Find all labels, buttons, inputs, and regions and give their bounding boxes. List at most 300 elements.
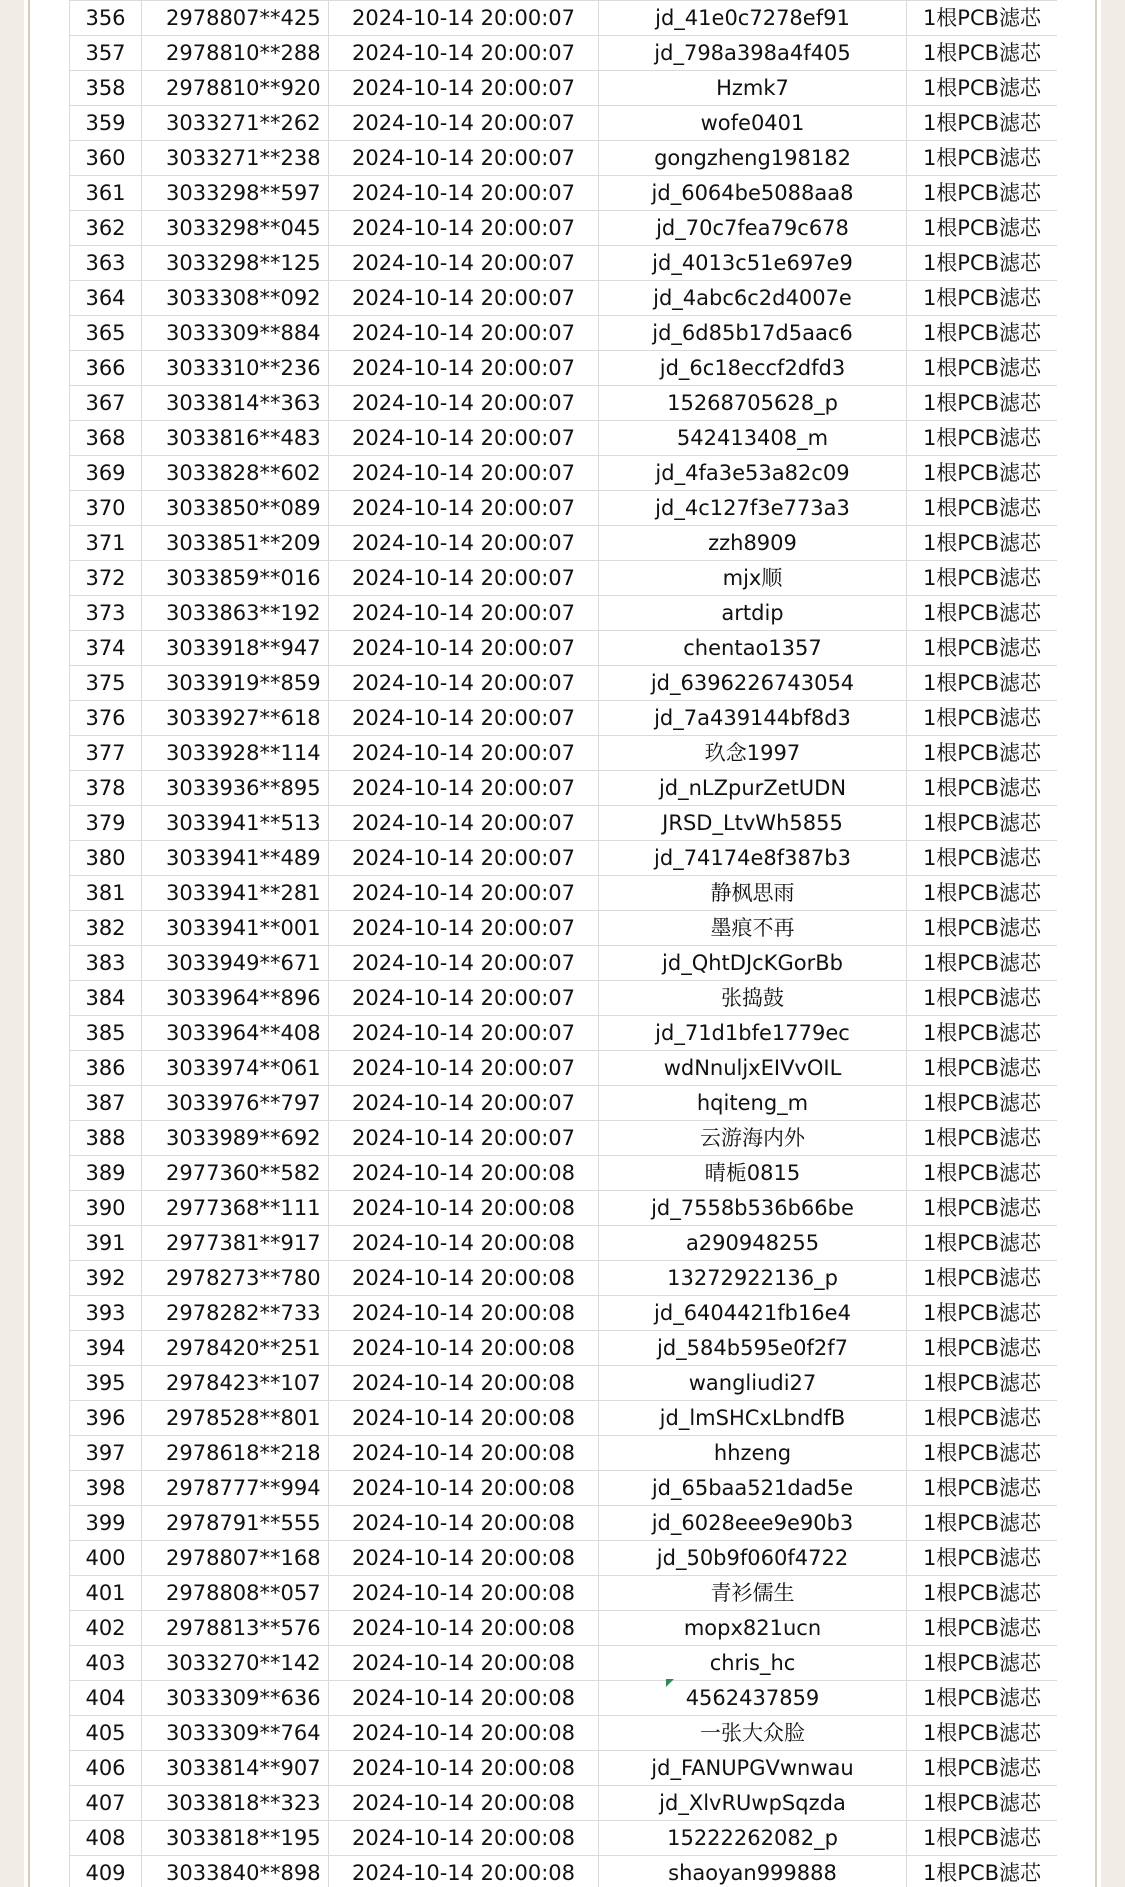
table-row bbox=[70, 1121, 1058, 1156]
table-row bbox=[70, 1366, 1058, 1401]
table-row bbox=[70, 1191, 1058, 1226]
row-number-cell: 390 bbox=[70, 1191, 142, 1226]
row-number-cell: 372 bbox=[70, 561, 142, 596]
order-id-cell: 2978807**168 bbox=[142, 1541, 329, 1576]
table-row bbox=[70, 316, 1058, 351]
prize-cell: 1根PCB滤芯 bbox=[907, 1086, 1058, 1121]
prize-cell: 1根PCB滤芯 bbox=[907, 456, 1058, 491]
prize-cell: 1根PCB滤芯 bbox=[907, 421, 1058, 456]
order-id-cell: 3033298**597 bbox=[142, 176, 329, 211]
username-cell: jd_QhtDJcKGorBb bbox=[599, 946, 907, 981]
table-row bbox=[70, 1401, 1058, 1436]
username-cell: jd_4c127f3e773a3 bbox=[599, 491, 907, 526]
cell-comment-marker bbox=[666, 1679, 674, 1687]
timestamp-cell: 2024-10-14 20:00:07 bbox=[329, 421, 599, 456]
timestamp-cell: 2024-10-14 20:00:07 bbox=[329, 1, 599, 36]
table-row bbox=[70, 1576, 1058, 1611]
order-id-cell: 3033964**896 bbox=[142, 981, 329, 1016]
username-cell: jd_4fa3e53a82c09 bbox=[599, 456, 907, 491]
row-number-cell: 369 bbox=[70, 456, 142, 491]
row-number-cell: 387 bbox=[70, 1086, 142, 1121]
order-id-cell: 3033928**114 bbox=[142, 736, 329, 771]
prize-cell: 1根PCB滤芯 bbox=[907, 1786, 1058, 1821]
prize-cell: 1根PCB滤芯 bbox=[907, 1296, 1058, 1331]
row-number-cell: 367 bbox=[70, 386, 142, 421]
table-row bbox=[70, 1751, 1058, 1786]
table-row bbox=[70, 106, 1058, 141]
prize-cell: 1根PCB滤芯 bbox=[907, 806, 1058, 841]
row-number-cell: 381 bbox=[70, 876, 142, 911]
prize-cell: 1根PCB滤芯 bbox=[907, 386, 1058, 421]
username-cell: jd_41e0c7278ef91 bbox=[599, 1, 907, 36]
username-cell: chentao1357 bbox=[599, 631, 907, 666]
prize-cell: 1根PCB滤芯 bbox=[907, 211, 1058, 246]
table-row bbox=[70, 1296, 1058, 1331]
username-cell: wdNnuljxEIVvOIL bbox=[599, 1051, 907, 1086]
order-id-cell: 3033816**483 bbox=[142, 421, 329, 456]
username-cell: 542413408_m bbox=[599, 421, 907, 456]
order-id-cell: 3033976**797 bbox=[142, 1086, 329, 1121]
row-number-cell: 385 bbox=[70, 1016, 142, 1051]
timestamp-cell: 2024-10-14 20:00:08 bbox=[329, 1786, 599, 1821]
table-row bbox=[70, 71, 1058, 106]
prize-cell: 1根PCB滤芯 bbox=[907, 1821, 1058, 1856]
order-id-cell: 2978273**780 bbox=[142, 1261, 329, 1296]
table-row bbox=[70, 1716, 1058, 1751]
username-cell: jd_nLZpurZetUDN bbox=[599, 771, 907, 806]
username-cell: jd_71d1bfe1779ec bbox=[599, 1016, 907, 1051]
table-row bbox=[70, 176, 1058, 211]
prize-cell: 1根PCB滤芯 bbox=[907, 1751, 1058, 1786]
prize-cell: 1根PCB滤芯 bbox=[907, 1471, 1058, 1506]
order-id-cell: 3033941**513 bbox=[142, 806, 329, 841]
prize-cell: 1根PCB滤芯 bbox=[907, 1716, 1058, 1751]
table-row bbox=[70, 1016, 1058, 1051]
row-number-cell: 363 bbox=[70, 246, 142, 281]
order-id-cell: 2978528**801 bbox=[142, 1401, 329, 1436]
username-cell: jd_lmSHCxLbndfB bbox=[599, 1401, 907, 1436]
table-body bbox=[70, 1, 1058, 1887]
timestamp-cell: 2024-10-14 20:00:07 bbox=[329, 736, 599, 771]
row-number-cell: 388 bbox=[70, 1121, 142, 1156]
table-row bbox=[70, 281, 1058, 316]
username-cell: jd_798a398a4f405 bbox=[599, 36, 907, 71]
timestamp-cell: 2024-10-14 20:00:08 bbox=[329, 1506, 599, 1541]
order-id-cell: 3033949**671 bbox=[142, 946, 329, 981]
timestamp-cell: 2024-10-14 20:00:07 bbox=[329, 456, 599, 491]
timestamp-cell: 2024-10-14 20:00:07 bbox=[329, 1086, 599, 1121]
table-row bbox=[70, 981, 1058, 1016]
table-row bbox=[70, 141, 1058, 176]
row-number-cell: 407 bbox=[70, 1786, 142, 1821]
prize-cell: 1根PCB滤芯 bbox=[907, 1331, 1058, 1366]
table-row bbox=[70, 1646, 1058, 1681]
prize-cell: 1根PCB滤芯 bbox=[907, 596, 1058, 631]
timestamp-cell: 2024-10-14 20:00:08 bbox=[329, 1296, 599, 1331]
row-number-cell: 397 bbox=[70, 1436, 142, 1471]
timestamp-cell: 2024-10-14 20:00:08 bbox=[329, 1436, 599, 1471]
username-cell: jd_6064be5088aa8 bbox=[599, 176, 907, 211]
prize-cell: 1根PCB滤芯 bbox=[907, 141, 1058, 176]
timestamp-cell: 2024-10-14 20:00:08 bbox=[329, 1716, 599, 1751]
table-row bbox=[70, 386, 1058, 421]
prize-cell: 1根PCB滤芯 bbox=[907, 491, 1058, 526]
prize-cell: 1根PCB滤芯 bbox=[907, 1016, 1058, 1051]
order-id-cell: 3033964**408 bbox=[142, 1016, 329, 1051]
row-number-cell: 374 bbox=[70, 631, 142, 666]
table-row bbox=[70, 701, 1058, 736]
order-id-cell: 2977368**111 bbox=[142, 1191, 329, 1226]
table-row bbox=[70, 421, 1058, 456]
username-cell: jd_584b595e0f2f7 bbox=[599, 1331, 907, 1366]
order-id-cell: 3033941**489 bbox=[142, 841, 329, 876]
username-cell: jd_7558b536b66be bbox=[599, 1191, 907, 1226]
order-id-cell: 3033310**236 bbox=[142, 351, 329, 386]
row-number-cell: 402 bbox=[70, 1611, 142, 1646]
order-id-cell: 3033298**125 bbox=[142, 246, 329, 281]
prize-cell: 1根PCB滤芯 bbox=[907, 351, 1058, 386]
username-cell: mopx821ucn bbox=[599, 1611, 907, 1646]
username-cell: artdip bbox=[599, 596, 907, 631]
row-number-cell: 399 bbox=[70, 1506, 142, 1541]
timestamp-cell: 2024-10-14 20:00:07 bbox=[329, 596, 599, 631]
row-number-cell: 357 bbox=[70, 36, 142, 71]
prize-cell: 1根PCB滤芯 bbox=[907, 1646, 1058, 1681]
table-row bbox=[70, 1506, 1058, 1541]
row-number-cell: 386 bbox=[70, 1051, 142, 1086]
timestamp-cell: 2024-10-14 20:00:08 bbox=[329, 1401, 599, 1436]
username-cell: gongzheng198182 bbox=[599, 141, 907, 176]
order-id-cell: 3033941**281 bbox=[142, 876, 329, 911]
prize-cell: 1根PCB滤芯 bbox=[907, 106, 1058, 141]
timestamp-cell: 2024-10-14 20:00:07 bbox=[329, 981, 599, 1016]
username-cell: zzh8909 bbox=[599, 526, 907, 561]
timestamp-cell: 2024-10-14 20:00:08 bbox=[329, 1366, 599, 1401]
table-row bbox=[70, 456, 1058, 491]
order-id-cell: 3033814**907 bbox=[142, 1751, 329, 1786]
timestamp-cell: 2024-10-14 20:00:07 bbox=[329, 316, 599, 351]
order-id-cell: 2978618**218 bbox=[142, 1436, 329, 1471]
row-number-cell: 393 bbox=[70, 1296, 142, 1331]
username-cell: jd_6d85b17d5aac6 bbox=[599, 316, 907, 351]
row-number-cell: 396 bbox=[70, 1401, 142, 1436]
table-row bbox=[70, 806, 1058, 841]
timestamp-cell: 2024-10-14 20:00:07 bbox=[329, 666, 599, 701]
winner-table bbox=[69, 0, 1057, 1887]
timestamp-cell: 2024-10-14 20:00:07 bbox=[329, 1121, 599, 1156]
order-id-cell: 2978808**057 bbox=[142, 1576, 329, 1611]
order-id-cell: 3033851**209 bbox=[142, 526, 329, 561]
timestamp-cell: 2024-10-14 20:00:07 bbox=[329, 281, 599, 316]
left-border bbox=[0, 0, 24, 1887]
username-cell: jd_70c7fea79c678 bbox=[599, 211, 907, 246]
timestamp-cell: 2024-10-14 20:00:08 bbox=[329, 1226, 599, 1261]
table-row bbox=[70, 596, 1058, 631]
row-number-cell: 371 bbox=[70, 526, 142, 561]
timestamp-cell: 2024-10-14 20:00:07 bbox=[329, 176, 599, 211]
order-id-cell: 2977360**582 bbox=[142, 1156, 329, 1191]
username-cell: 15222262082_p bbox=[599, 1821, 907, 1856]
row-number-cell: 405 bbox=[70, 1716, 142, 1751]
order-id-cell: 2978813**576 bbox=[142, 1611, 329, 1646]
order-id-cell: 2977381**917 bbox=[142, 1226, 329, 1261]
row-number-cell: 406 bbox=[70, 1751, 142, 1786]
row-number-cell: 380 bbox=[70, 841, 142, 876]
row-number-cell: 395 bbox=[70, 1366, 142, 1401]
row-number-cell: 379 bbox=[70, 806, 142, 841]
timestamp-cell: 2024-10-14 20:00:07 bbox=[329, 701, 599, 736]
timestamp-cell: 2024-10-14 20:00:07 bbox=[329, 71, 599, 106]
timestamp-cell: 2024-10-14 20:00:07 bbox=[329, 526, 599, 561]
table-row bbox=[70, 491, 1058, 526]
timestamp-cell: 2024-10-14 20:00:07 bbox=[329, 876, 599, 911]
order-id-cell: 2978791**555 bbox=[142, 1506, 329, 1541]
order-id-cell: 3033308**092 bbox=[142, 281, 329, 316]
order-id-cell: 2978423**107 bbox=[142, 1366, 329, 1401]
row-number-cell: 398 bbox=[70, 1471, 142, 1506]
username-cell: 玖念1997 bbox=[599, 736, 907, 771]
prize-cell: 1根PCB滤芯 bbox=[907, 1401, 1058, 1436]
username-cell: 张捣鼓 bbox=[599, 981, 907, 1016]
prize-cell: 1根PCB滤芯 bbox=[907, 1366, 1058, 1401]
username-cell: 云游海内外 bbox=[599, 1121, 907, 1156]
username-cell: JRSD_LtvWh5855 bbox=[599, 806, 907, 841]
order-id-cell: 3033850**089 bbox=[142, 491, 329, 526]
prize-cell: 1根PCB滤芯 bbox=[907, 1261, 1058, 1296]
table-row bbox=[70, 1681, 1058, 1716]
row-number-cell: 392 bbox=[70, 1261, 142, 1296]
table-row bbox=[70, 1541, 1058, 1576]
order-id-cell: 2978810**920 bbox=[142, 71, 329, 106]
username-cell: jd_65baa521dad5e bbox=[599, 1471, 907, 1506]
prize-cell: 1根PCB滤芯 bbox=[907, 841, 1058, 876]
row-number-cell: 409 bbox=[70, 1856, 142, 1887]
prize-cell: 1根PCB滤芯 bbox=[907, 1611, 1058, 1646]
timestamp-cell: 2024-10-14 20:00:08 bbox=[329, 1471, 599, 1506]
timestamp-cell: 2024-10-14 20:00:07 bbox=[329, 1051, 599, 1086]
prize-cell: 1根PCB滤芯 bbox=[907, 946, 1058, 981]
username-cell: wangliudi27 bbox=[599, 1366, 907, 1401]
table-row bbox=[70, 1611, 1058, 1646]
left-border-line bbox=[28, 0, 30, 1887]
row-number-cell: 400 bbox=[70, 1541, 142, 1576]
prize-cell: 1根PCB滤芯 bbox=[907, 771, 1058, 806]
row-number-cell: 389 bbox=[70, 1156, 142, 1191]
prize-cell: 1根PCB滤芯 bbox=[907, 1541, 1058, 1576]
order-id-cell: 3033863**192 bbox=[142, 596, 329, 631]
timestamp-cell: 2024-10-14 20:00:08 bbox=[329, 1576, 599, 1611]
row-number-cell: 391 bbox=[70, 1226, 142, 1261]
order-id-cell: 3033859**016 bbox=[142, 561, 329, 596]
username-cell: 13272922136_p bbox=[599, 1261, 907, 1296]
order-id-cell: 3033818**195 bbox=[142, 1821, 329, 1856]
order-id-cell: 3033309**764 bbox=[142, 1716, 329, 1751]
table-row bbox=[70, 1856, 1058, 1887]
username-cell: 青衫儒生 bbox=[599, 1576, 907, 1611]
username-cell: 墨痕不再 bbox=[599, 911, 907, 946]
row-number-cell: 373 bbox=[70, 596, 142, 631]
table-row bbox=[70, 36, 1058, 71]
prize-cell: 1根PCB滤芯 bbox=[907, 911, 1058, 946]
order-id-cell: 3033271**238 bbox=[142, 141, 329, 176]
table-row bbox=[70, 1436, 1058, 1471]
row-number-cell: 404 bbox=[70, 1681, 142, 1716]
order-id-cell: 3033941**001 bbox=[142, 911, 329, 946]
table-row bbox=[70, 1821, 1058, 1856]
order-id-cell: 3033818**323 bbox=[142, 1786, 329, 1821]
username-cell: jd_6396226743054 bbox=[599, 666, 907, 701]
timestamp-cell: 2024-10-14 20:00:07 bbox=[329, 246, 599, 281]
username-cell: 晴栀0815 bbox=[599, 1156, 907, 1191]
order-id-cell: 2978777**994 bbox=[142, 1471, 329, 1506]
username-cell: jd_4abc6c2d4007e bbox=[599, 281, 907, 316]
prize-cell: 1根PCB滤芯 bbox=[907, 1121, 1058, 1156]
timestamp-cell: 2024-10-14 20:00:07 bbox=[329, 631, 599, 666]
prize-cell: 1根PCB滤芯 bbox=[907, 176, 1058, 211]
username-cell: hqiteng_m bbox=[599, 1086, 907, 1121]
timestamp-cell: 2024-10-14 20:00:07 bbox=[329, 561, 599, 596]
prize-cell: 1根PCB滤芯 bbox=[907, 1226, 1058, 1261]
timestamp-cell: 2024-10-14 20:00:07 bbox=[329, 946, 599, 981]
prize-cell: 1根PCB滤芯 bbox=[907, 1436, 1058, 1471]
table-row bbox=[70, 1156, 1058, 1191]
row-number-cell: 358 bbox=[70, 71, 142, 106]
username-cell: jd_4013c51e697e9 bbox=[599, 246, 907, 281]
row-number-cell: 394 bbox=[70, 1331, 142, 1366]
order-id-cell: 3033927**618 bbox=[142, 701, 329, 736]
row-number-cell: 359 bbox=[70, 106, 142, 141]
order-id-cell: 3033309**884 bbox=[142, 316, 329, 351]
username-cell: shaoyan999888 bbox=[599, 1856, 907, 1887]
timestamp-cell: 2024-10-14 20:00:07 bbox=[329, 211, 599, 246]
row-number-cell: 383 bbox=[70, 946, 142, 981]
order-id-cell: 2978282**733 bbox=[142, 1296, 329, 1331]
prize-cell: 1根PCB滤芯 bbox=[907, 71, 1058, 106]
table-row bbox=[70, 1331, 1058, 1366]
username-cell: jd_7a439144bf8d3 bbox=[599, 701, 907, 736]
prize-cell: 1根PCB滤芯 bbox=[907, 561, 1058, 596]
order-id-cell: 2978420**251 bbox=[142, 1331, 329, 1366]
prize-cell: 1根PCB滤芯 bbox=[907, 1506, 1058, 1541]
table-row bbox=[70, 876, 1058, 911]
prize-cell: 1根PCB滤芯 bbox=[907, 1681, 1058, 1716]
prize-cell: 1根PCB滤芯 bbox=[907, 1051, 1058, 1086]
row-number-cell: 403 bbox=[70, 1646, 142, 1681]
timestamp-cell: 2024-10-14 20:00:08 bbox=[329, 1156, 599, 1191]
prize-cell: 1根PCB滤芯 bbox=[907, 701, 1058, 736]
username-cell: chris_hc bbox=[599, 1646, 907, 1681]
prize-cell: 1根PCB滤芯 bbox=[907, 526, 1058, 561]
winner-table-container bbox=[69, 0, 1057, 1887]
table-row bbox=[70, 526, 1058, 561]
order-id-cell: 3033828**602 bbox=[142, 456, 329, 491]
prize-cell: 1根PCB滤芯 bbox=[907, 1576, 1058, 1611]
order-id-cell: 3033919**859 bbox=[142, 666, 329, 701]
table-row bbox=[70, 631, 1058, 666]
username-cell: Hzmk7 bbox=[599, 71, 907, 106]
order-id-cell: 3033298**045 bbox=[142, 211, 329, 246]
username-cell: 一张大众脸 bbox=[599, 1716, 907, 1751]
username-cell: jd_6404421fb16e4 bbox=[599, 1296, 907, 1331]
timestamp-cell: 2024-10-14 20:00:08 bbox=[329, 1646, 599, 1681]
timestamp-cell: 2024-10-14 20:00:07 bbox=[329, 106, 599, 141]
table-row bbox=[70, 1786, 1058, 1821]
prize-cell: 1根PCB滤芯 bbox=[907, 1191, 1058, 1226]
username-cell: 4562437859 bbox=[599, 1681, 907, 1716]
order-id-cell: 3033270**142 bbox=[142, 1646, 329, 1681]
username-cell: jd_50b9f060f4722 bbox=[599, 1541, 907, 1576]
timestamp-cell: 2024-10-14 20:00:07 bbox=[329, 36, 599, 71]
prize-cell: 1根PCB滤芯 bbox=[907, 1, 1058, 36]
username-cell: mjx顺 bbox=[599, 561, 907, 596]
table-row bbox=[70, 1051, 1058, 1086]
prize-cell: 1根PCB滤芯 bbox=[907, 36, 1058, 71]
row-number-cell: 378 bbox=[70, 771, 142, 806]
timestamp-cell: 2024-10-14 20:00:07 bbox=[329, 386, 599, 421]
timestamp-cell: 2024-10-14 20:00:07 bbox=[329, 351, 599, 386]
row-number-cell: 370 bbox=[70, 491, 142, 526]
prize-cell: 1根PCB滤芯 bbox=[907, 876, 1058, 911]
order-id-cell: 2978807**425 bbox=[142, 1, 329, 36]
timestamp-cell: 2024-10-14 20:00:07 bbox=[329, 491, 599, 526]
right-border bbox=[1101, 0, 1125, 1887]
table-row bbox=[70, 1, 1058, 36]
row-number-cell: 368 bbox=[70, 421, 142, 456]
row-number-cell: 365 bbox=[70, 316, 142, 351]
order-id-cell: 3033840**898 bbox=[142, 1856, 329, 1887]
table-row bbox=[70, 211, 1058, 246]
table-row bbox=[70, 911, 1058, 946]
timestamp-cell: 2024-10-14 20:00:08 bbox=[329, 1191, 599, 1226]
order-id-cell: 3033309**636 bbox=[142, 1681, 329, 1716]
timestamp-cell: 2024-10-14 20:00:07 bbox=[329, 771, 599, 806]
username-cell: jd_XlvRUwpSqzda bbox=[599, 1786, 907, 1821]
username-cell: wofe0401 bbox=[599, 106, 907, 141]
username-cell: 15268705628_p bbox=[599, 386, 907, 421]
username-cell: jd_74174e8f387b3 bbox=[599, 841, 907, 876]
timestamp-cell: 2024-10-14 20:00:08 bbox=[329, 1821, 599, 1856]
row-number-cell: 401 bbox=[70, 1576, 142, 1611]
timestamp-cell: 2024-10-14 20:00:07 bbox=[329, 841, 599, 876]
order-id-cell: 3033989**692 bbox=[142, 1121, 329, 1156]
table-row bbox=[70, 666, 1058, 701]
row-number-cell: 361 bbox=[70, 176, 142, 211]
table-row bbox=[70, 1261, 1058, 1296]
row-number-cell: 382 bbox=[70, 911, 142, 946]
timestamp-cell: 2024-10-14 20:00:07 bbox=[329, 141, 599, 176]
row-number-cell: 377 bbox=[70, 736, 142, 771]
timestamp-cell: 2024-10-14 20:00:08 bbox=[329, 1856, 599, 1887]
prize-cell: 1根PCB滤芯 bbox=[907, 1856, 1058, 1887]
prize-cell: 1根PCB滤芯 bbox=[907, 281, 1058, 316]
timestamp-cell: 2024-10-14 20:00:07 bbox=[329, 1016, 599, 1051]
order-id-cell: 3033974**061 bbox=[142, 1051, 329, 1086]
timestamp-cell: 2024-10-14 20:00:07 bbox=[329, 911, 599, 946]
timestamp-cell: 2024-10-14 20:00:08 bbox=[329, 1541, 599, 1576]
prize-cell: 1根PCB滤芯 bbox=[907, 1156, 1058, 1191]
table-row bbox=[70, 246, 1058, 281]
prize-cell: 1根PCB滤芯 bbox=[907, 316, 1058, 351]
row-number-cell: 384 bbox=[70, 981, 142, 1016]
table-row bbox=[70, 1086, 1058, 1121]
table-row bbox=[70, 1471, 1058, 1506]
table-row bbox=[70, 1226, 1058, 1261]
table-row bbox=[70, 351, 1058, 386]
row-number-cell: 356 bbox=[70, 1, 142, 36]
prize-cell: 1根PCB滤芯 bbox=[907, 736, 1058, 771]
row-number-cell: 376 bbox=[70, 701, 142, 736]
right-border-line bbox=[1095, 0, 1097, 1887]
